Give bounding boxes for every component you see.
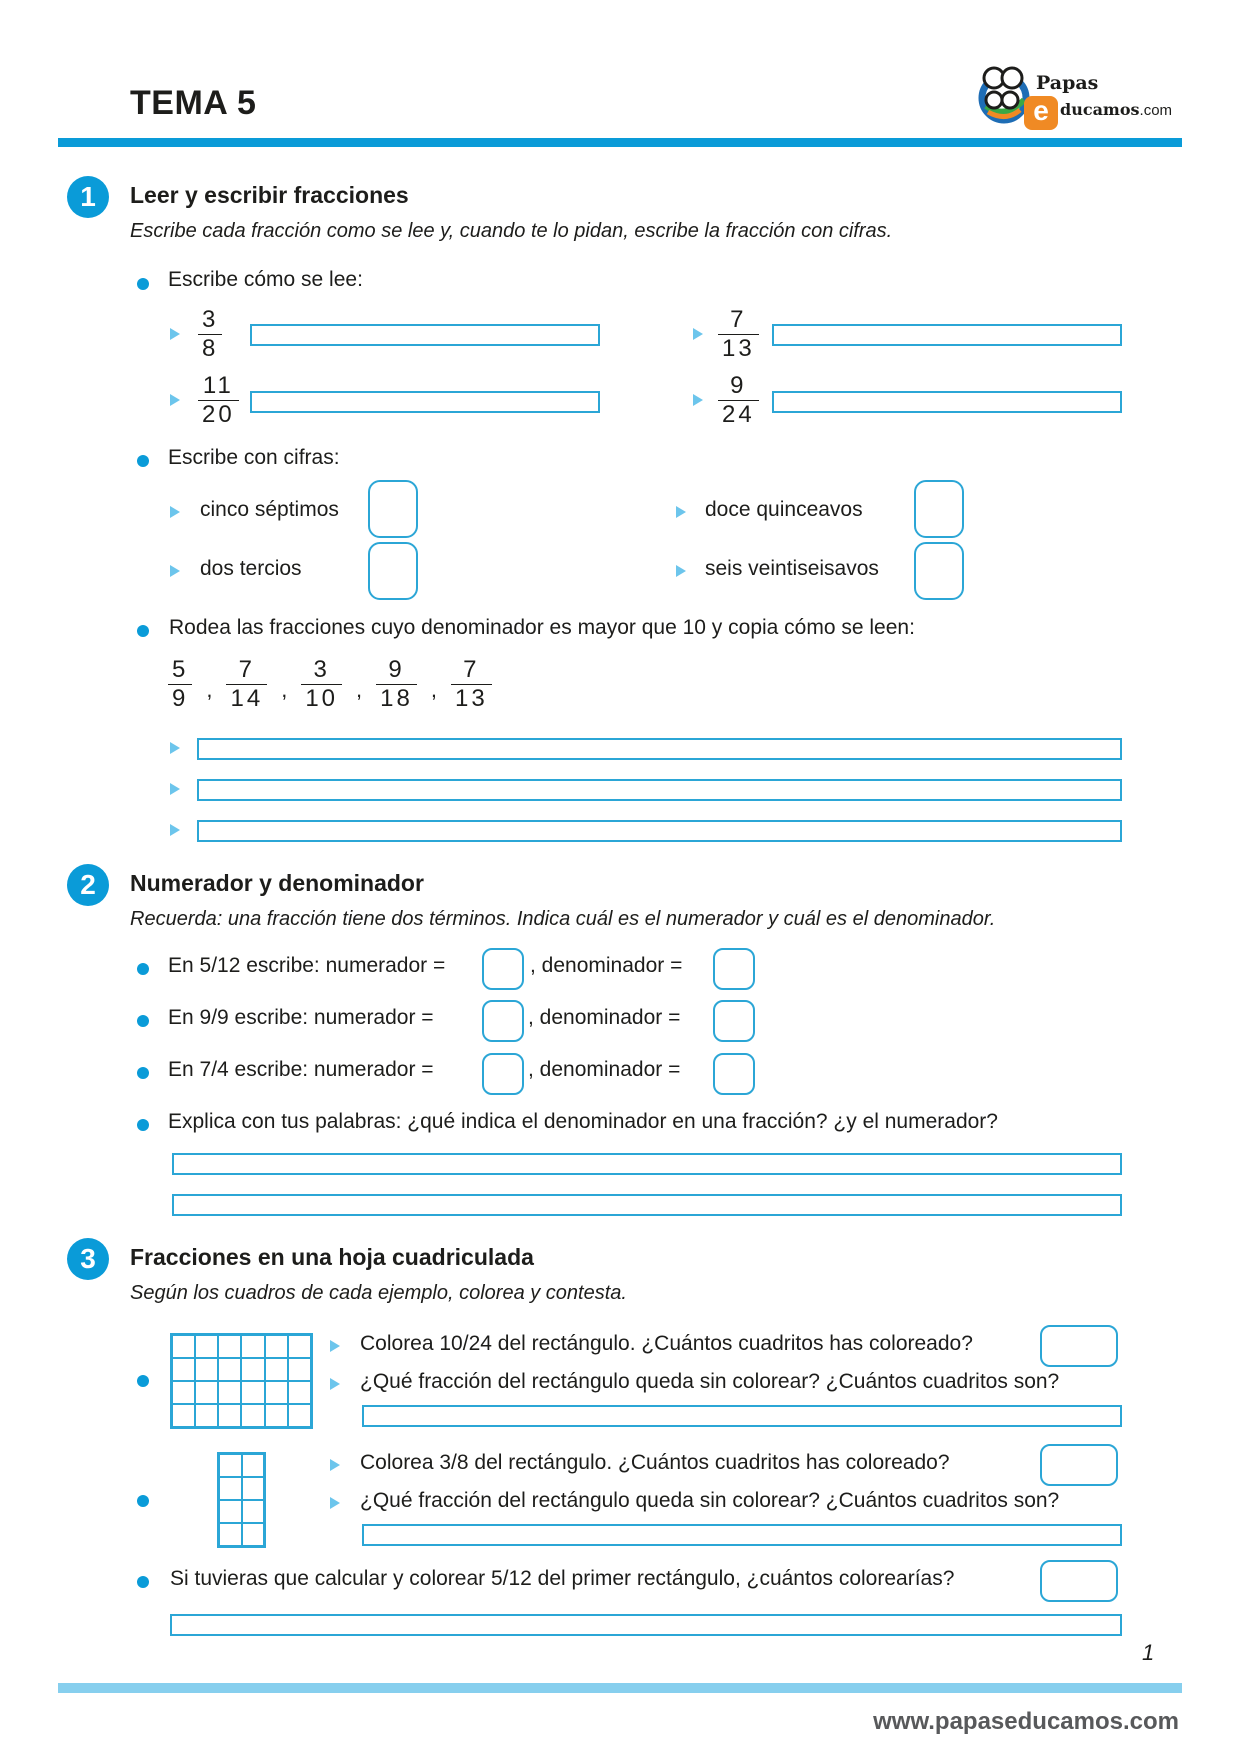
grid-2x4[interactable] (217, 1452, 266, 1548)
arrow-icon (170, 394, 180, 406)
bullet-icon (137, 1119, 149, 1131)
answer-line[interactable] (197, 820, 1122, 842)
separator: , (356, 676, 363, 702)
uncolored-question: ¿Qué fracción del rectángulo queda sin colorear? ¿Cuántos cuadritos son? (360, 1370, 1060, 1393)
fraction[interactable]: $\frac{3}{10}$ (301, 656, 342, 713)
bullet-icon (137, 1495, 149, 1507)
footer-url[interactable]: www.papaseducamos.com (873, 1708, 1179, 1735)
denominator-prompt: , denominador = (528, 1006, 681, 1029)
word-fraction: dos tercios (200, 557, 302, 580)
section-number-2: 2 (67, 864, 109, 906)
separator: , (430, 676, 437, 702)
arrow-icon (693, 394, 703, 406)
section-title: Numerador y denominador (130, 870, 424, 896)
arrow-icon (676, 506, 686, 518)
answer-box[interactable] (368, 480, 418, 538)
color-question: Colorea 3/8 del rectángulo. ¿Cuántos cuadritos has coloreado? (360, 1451, 950, 1474)
numerator-box[interactable] (482, 1000, 524, 1042)
section-subtitle: Según los cuadros de cada ejemplo, colorea y contesta. (130, 1282, 627, 1304)
denominator-box[interactable] (713, 1000, 755, 1042)
fraction: $\frac{11}{20}$ (198, 372, 239, 429)
answer-line[interactable] (197, 738, 1122, 760)
numerator-box[interactable] (482, 1053, 524, 1095)
bullet-icon (137, 455, 149, 467)
prompt-write-digits: Escribe con cifras: (168, 446, 340, 469)
section-number-1: 1 (67, 176, 109, 218)
bullet-icon (137, 625, 149, 637)
answer-box[interactable] (914, 480, 964, 538)
answer-line[interactable] (772, 324, 1122, 346)
bullet-icon (137, 963, 149, 975)
fraction: $\frac{9}{24}$ (718, 372, 759, 429)
numerator-prompt: En 5/12 escribe: numerador = (168, 954, 446, 977)
bullet-icon (137, 1375, 149, 1387)
arrow-icon (330, 1497, 340, 1509)
answer-line[interactable] (172, 1194, 1122, 1216)
denominator-prompt: , denominador = (530, 954, 683, 977)
color-question: Colorea 10/24 del rectángulo. ¿Cuántos cuadritos has coloreado? (360, 1332, 973, 1355)
answer-line[interactable] (170, 1614, 1122, 1636)
arrow-icon (330, 1340, 340, 1352)
numerator-prompt: En 9/9 escribe: numerador = (168, 1006, 434, 1029)
answer-box[interactable] (1040, 1560, 1118, 1602)
bullet-icon (137, 278, 149, 290)
bullet-icon (137, 1067, 149, 1079)
answer-box[interactable] (368, 542, 418, 600)
logo-text-educamos (1060, 100, 1172, 119)
bullet-icon (137, 1576, 149, 1588)
page-number: 1 (1142, 1640, 1155, 1665)
answer-line[interactable] (172, 1153, 1122, 1175)
separator: , (206, 676, 213, 702)
fraction[interactable]: $\frac{7}{14}$ (226, 656, 267, 713)
answer-box[interactable] (1040, 1444, 1118, 1486)
section-subtitle: Escribe cada fracción como se lee y, cuando te lo pidan, escribe la fracción con cifras. (130, 220, 893, 242)
numerator-prompt: En 7/4 escribe: numerador = (168, 1058, 434, 1081)
fraction-list (168, 656, 492, 713)
separator: , (281, 676, 288, 702)
answer-line[interactable] (250, 391, 600, 413)
denominator-box[interactable] (713, 1053, 755, 1095)
grid-6x4[interactable] (170, 1333, 313, 1429)
answer-line[interactable] (250, 324, 600, 346)
prompt-circle-fractions: Rodea las fracciones cuyo denominador es mayor que 10 y copia cómo se leen: (169, 616, 915, 639)
word-fraction: doce quinceavos (705, 498, 863, 521)
arrow-icon (170, 824, 180, 836)
answer-box[interactable] (1040, 1325, 1118, 1367)
arrow-icon (170, 783, 180, 795)
arrow-icon (676, 565, 686, 577)
arrow-icon (170, 328, 180, 340)
fraction: $\frac{3}{8}$ (198, 306, 222, 363)
arrow-icon (330, 1378, 340, 1390)
final-question: Si tuvieras que calcular y colorear 5/12 del primer rectángulo, ¿cuántos colorearías? (170, 1567, 955, 1590)
fraction[interactable]: $\frac{7}{13}$ (451, 656, 492, 713)
footer-divider (58, 1683, 1182, 1693)
bullet-icon (137, 1015, 149, 1027)
denominator-prompt: , denominador = (528, 1058, 681, 1081)
fraction[interactable]: $\frac{5}{9}$ (168, 656, 192, 713)
answer-line[interactable] (362, 1405, 1122, 1427)
logo-text-ducamos: ducamos (1060, 100, 1140, 119)
logo-text-com: .com (1139, 102, 1173, 119)
section-number-3: 3 (67, 1238, 109, 1280)
arrow-icon (330, 1459, 340, 1471)
logo-text-papas: Papas (1036, 72, 1099, 94)
fraction[interactable]: $\frac{9}{18}$ (376, 656, 417, 713)
answer-line[interactable] (362, 1524, 1122, 1546)
word-fraction: cinco séptimos (200, 498, 339, 521)
arrow-icon (693, 328, 703, 340)
numerator-box[interactable] (482, 948, 524, 990)
uncolored-question: ¿Qué fracción del rectángulo queda sin colorear? ¿Cuántos cuadritos son? (360, 1489, 1060, 1512)
answer-line[interactable] (772, 391, 1122, 413)
word-fraction: seis veintiseisavos (705, 557, 879, 580)
header-divider (58, 138, 1182, 147)
section-subtitle: Recuerda: una fracción tiene dos términos. Indica cuál es el numerador y cuál es el denominador. (130, 908, 996, 930)
section-title: Fracciones en una hoja cuadriculada (130, 1244, 534, 1270)
prompt-write-reading: Escribe cómo se lee: (168, 268, 363, 291)
arrow-icon (170, 506, 180, 518)
section-title: Leer y escribir fracciones (130, 182, 409, 208)
denominator-box[interactable] (713, 948, 755, 990)
page-title: TEMA 5 (130, 84, 257, 122)
answer-line[interactable] (197, 779, 1122, 801)
arrow-icon (170, 742, 180, 754)
fraction: $\frac{7}{13}$ (718, 306, 759, 363)
logo-e-icon: e (1024, 96, 1058, 130)
explain-prompt: Explica con tus palabras: ¿qué indica el denominador en una fracción? ¿y el numerador? (168, 1110, 998, 1133)
arrow-icon (170, 565, 180, 577)
answer-box[interactable] (914, 542, 964, 600)
logo (976, 60, 1026, 122)
